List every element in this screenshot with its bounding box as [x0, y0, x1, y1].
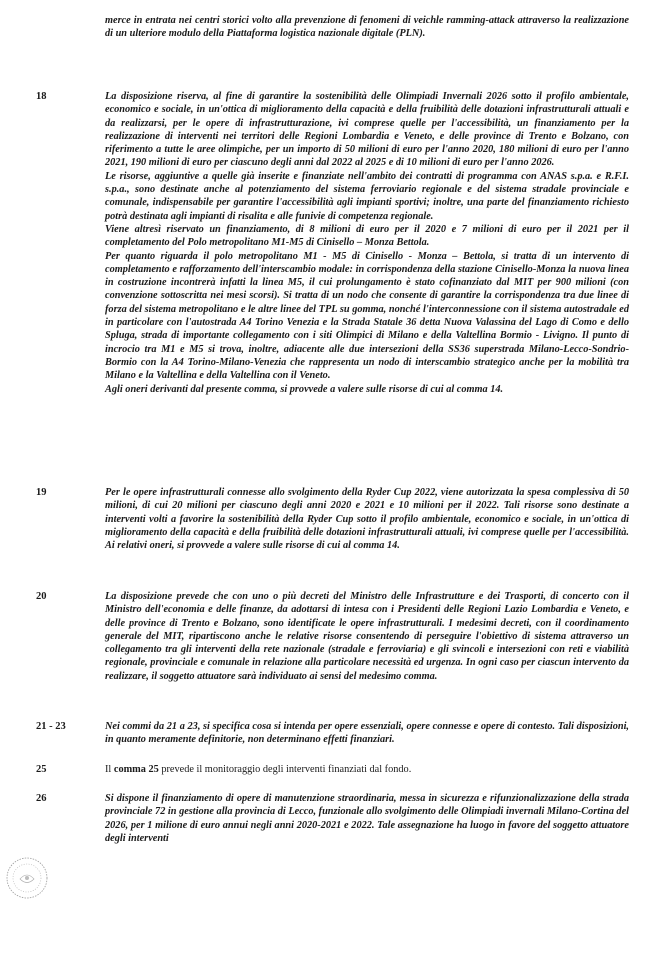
paragraph: Per le opere infrastrutturali connesse allo svolgimento della Ryder Cup 2022, viene autorizzata la spesa complessiva di 50 milioni, di cui 20 milioni per ciascuno degli anni 2020 e 2021 e 10 milioni per il 2022. Tali risorse sono destinate a interventi volti a favorire la sostenibilità della Ryder Cup sotto il profilo ambientale, economico e sociale, in un'ottica di miglioramento della capacità e della fruibilità delle dotazioni infrastrutturali attuali, ivi comprese quelle per l'accessibilità. Ai relativi oneri, si provvede a valere sulle risorse di cui al comma 14. — [105, 487, 629, 552]
text-prefix: Il — [105, 764, 114, 775]
paragraph: Si dispone il finanziamento di opere di manutenzione straordinaria, messa in sicurezza e rifunzionalizzazione della strada provinciale 72 in gestione alla provincia di Lecco, funzionale allo svolgimento delle Olimpiadi invernali Milano-Cortina del 2026, per 1 milione di euro annui negli anni 2020-2021 e 2022. Tale assegnazione ha luogo in favore del soggetto attuatore degli interventi — [105, 793, 629, 844]
section-number: 20 — [36, 591, 47, 602]
paragraph: La disposizione prevede che con uno o più decreti del Ministro delle Infrastrutture e dei Trasporti, di concerto con il Ministro dell'economia e delle finanze, da adottarsi di intesa con i Presidenti delle Regioni Lazio Lombardia e Veneto, e delle province di Trento e Bolzano, sono identificate le opere infrastrutturali. I medesimi decreti, con il coordinamento generale del MIT, ripartiscono anche le relative risorse consentendo di perseguire l'obiettivo di sistema attraverso un collegamento tra gli interventi della rete nazionale (stradale e ferroviaria) e gli svincoli e intersezioni con reti e viabilità regionale, provinciale e comunale in relazione alla particolare necessità ed urgenza. In ogni caso per ciascun intervento da realizzare, il soggetto attuatore sarà individuato ai sensi del medesimo comma. — [105, 591, 629, 682]
paragraph: Per quanto riguarda il polo metropolitano M1 - M5 di Cinisello - Monza – Bettola, si tratta di un intervento di completamento e rafforzamento dell'interscambio modale: in corrispondenza della stazione Cinisello-Monza la nuova linea in costruzione incontrerà infatti la linea M5, il cui prolungamento è stato cofinanziato dal MIT per 900 milioni (con convenzione sottoscritta nei mesi scorsi). Si tratta di un nodo che consente di garantire la corrispondenza tra due linee di forza del sistema metropolitano e le altre linee del TPL su gomma, nonché l'interconnessione con il sistema autostradale ed in particolare con l'autostrada A4 Torino Venezia e la Strada Statale 36 detta Nuova Valassina del Lago di Como e dello Spluga, strada di importante collegamento con i siti Olimpici di Milano e della Valtellina Bormio - Livigno. Il punto di incrocio tra M1 e M5 si trova, inoltre, adiacente alle due intersezioni della SS36 superstrada Milano-Lecco-Sondrio-Bormio con la A4 Torino-Milano-Venezia che rappresenta un nodo di interscambio strategico anche per la mobilità tra Milano e la Valtellina e della Valtellina con il Veneto. — [105, 250, 629, 382]
section-text — [105, 720, 629, 747]
section-number: 19 — [36, 487, 47, 498]
section-text — [105, 90, 629, 396]
section-number: 25 — [36, 764, 47, 775]
section-number: 18 — [36, 91, 47, 102]
paragraph: Le risorse, aggiuntive a quelle già inserite e finanziate nell'ambito dei contratti di programma con ANAS s.p.a. e R.F.I. s.p.a., sono destinate anche al potenziamento del sistema ferroviario regionale e del sistema stradale provinciale e comunale, indispensabile per garantire l'accessibilità agli impianti sportivi; inoltre, una parte del finanziamento richiesto potrà destinata agli impianti di risalita e alle funivie di competenza regionale. — [105, 170, 629, 222]
section-number: 26 — [36, 793, 47, 804]
paragraph: Agli oneri derivanti dal presente comma, si provvede a valere sulle risorse di cui al comma 14. — [105, 383, 504, 395]
section-text — [105, 590, 629, 683]
paragraph: La disposizione riserva, al fine di garantire la sostenibilità delle Olimpiadi Invernali 2026 sotto il profilo ambientale, economico e sociale, in un'ottica di miglioramento della capacità e della fruibilità delle dotazioni infrastrutturali attuali e da realizzarsi, per le opere di infrastrutturazione, ivi comprese quelle per l'accessibilità, un finanziamento per la realizzazione di interventi nei territori delle Regioni Lombardia e Veneto, e delle province di Trento e Bolzano, con riferimento a tutte le aree olimpiche, per un importo di 50 milioni di euro per l'anno 2020, 180 milioni di euro per l'anno 2021, 190 milioni di euro per ciascuno degli anni dal 2022 al 2025 e di 10 milioni di euro per l'anno 2026. — [105, 91, 629, 169]
paragraph: Nei commi da 21 a 23, si specifica cosa si intenda per opere essenziali, opere connesse e opere di contesto. Tali disposizioni, in quanto meramente definitorie, non determinano effetti finanziari. — [105, 721, 629, 746]
section-text — [105, 486, 629, 552]
seal-stamp-icon — [4, 855, 50, 901]
intro-paragraph: merce in entrata nei centri storici volto alla prevenzione di fenomeni di veichle ramming-attack attraverso la realizzazione di un ulteriore modulo della Piattaforma logistica nazionale digitale (PLN). — [105, 15, 629, 40]
text-suffix: prevede il monitoraggio degli interventi finanziati dal fondo. — [158, 764, 412, 775]
section-text — [105, 763, 629, 776]
paragraph: Viene altresì riservato un finanziamento, di 8 milioni di euro per il 2020 e 7 milioni di euro per il 2021 per il completamento del Polo metropolitano M1-M5 di Cinisello – Monza Bettola. — [105, 223, 629, 249]
section-text — [105, 792, 629, 845]
section-number: 21 - 23 — [36, 721, 66, 732]
comma-reference: comma 25 — [113, 764, 159, 775]
